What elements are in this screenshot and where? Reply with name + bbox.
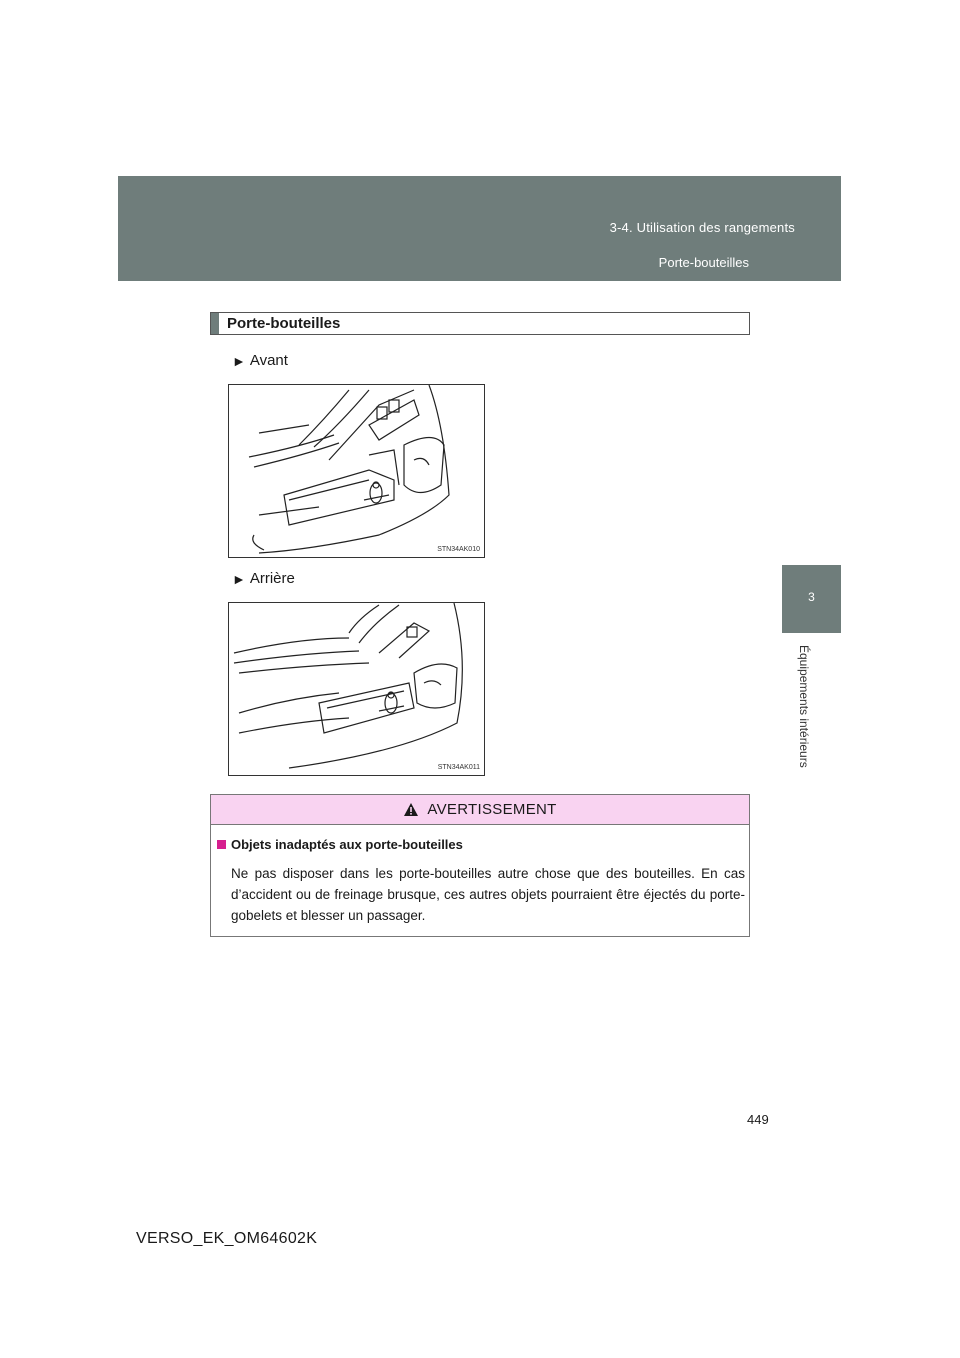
bullet-rear [232, 570, 295, 587]
warning-body: Ne pas disposer dans les porte-bouteilles autre chose que des bouteilles. En cas d’accident ou de freinage brusque, ces autres objets pourraient être éjectés du porte-gobelets et blesser un passager. [231, 866, 745, 923]
page-number: 449 [747, 1112, 769, 1127]
page-header [118, 176, 841, 281]
bullet-front [232, 352, 288, 369]
rear-door-illustration [229, 603, 484, 775]
bullet-rear-label: Arrière [249, 570, 295, 587]
figure-front-door [228, 384, 485, 558]
warning-heading: AVERTISSEMENT [427, 801, 557, 818]
figure-code: STN34AK011 [437, 764, 480, 771]
arrow-right-icon: ► [232, 352, 246, 369]
section-title: 3-4. Utilisation des rangements [609, 220, 795, 235]
warning-triangle-icon [403, 802, 419, 817]
square-bullet-icon [217, 840, 226, 849]
title-accent-bar [211, 313, 219, 334]
warning-box [210, 794, 750, 937]
figure-rear-door [228, 602, 485, 776]
figure-code: STN34AK010 [437, 546, 480, 553]
front-door-illustration [229, 385, 484, 557]
warning-header [211, 795, 749, 825]
document-code: VERSO_EK_OM64602K [136, 1230, 318, 1247]
bullet-front-label: Avant [249, 352, 288, 369]
warning-subheading-row [217, 837, 463, 852]
topic-title-box [210, 312, 750, 335]
subsection-title: Porte-bouteilles [658, 255, 749, 270]
arrow-right-icon: ► [232, 570, 246, 587]
chapter-label: Équipements intérieurs [797, 645, 811, 768]
topic-title: Porte-bouteilles [227, 315, 341, 332]
chapter-tab: 3 [782, 565, 841, 633]
warning-subheading: Objets inadaptés aux porte-bouteilles [231, 837, 463, 852]
